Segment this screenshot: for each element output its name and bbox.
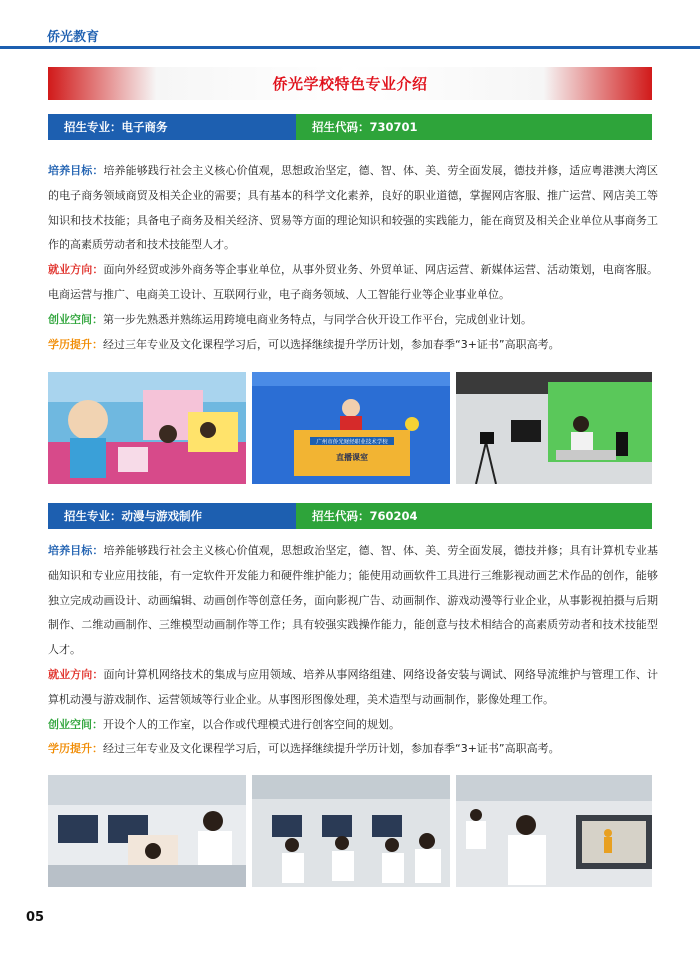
section1-goal-text: 培养能够践行社会主义核心价值观，思想政治坚定，德、智、体、美、劳全面发展，德技并修，适应粤港澳大湾区的电子商务领域商贸及相关企业的需要；具有基本的科学文化素养，良好的职业道德，掌握网店客服、推广运营、网店美工等知识和技术技能；具备电子商务及相关经济、贸易等方面的理论知识和较强的实践能力，能在商贸及相关企业单位从事商务工作的高素质劳动者和技术技能型人才。 (48, 164, 659, 252)
section2-major-label: 招生专业：动漫与游戏制作 (48, 503, 296, 529)
section2-career-text: 面向计算机网络技术的集成与应用领域、培养从事网络组建、网络设备安装与调试、网络导流维护与管理工作、计算机动漫与游戏制作、运营领域等行业企业。从事图形图像处理，美术造型与动画制作，影像处理工作。 (48, 667, 659, 706)
page-number: 05 (26, 910, 45, 925)
section2-edu (48, 737, 658, 762)
computer-lab-photo-2 (252, 775, 450, 887)
section1-career-label: 就业方向： (48, 263, 104, 277)
section1-header-bar (48, 114, 652, 140)
ecommerce-booth-photo (48, 372, 246, 484)
section1-career-text: 面向外经贸或涉外商务等企事业单位，从事外贸业务、外贸单证、网店运营、新媒体运营、活动策划，电商客服。电商运营与推广、电商美工设计、互联网行业，电子商务领域、人工智能行业等企业事业单位。 (48, 263, 659, 301)
section2-career (48, 663, 658, 713)
section1-career (48, 258, 658, 308)
section1-major-label: 招生专业：电子商务 (48, 114, 296, 140)
page-title: 侨光学校特色专业介绍 (272, 75, 428, 93)
section1-goal (48, 159, 658, 258)
section1-edu-label: 学历提升： (48, 337, 103, 351)
section1-edu-text: 经过三年专业及文化课程学习后，可以选择继续提升学历计划，参加春季“3+证书”高职高考。 (103, 337, 560, 351)
section1-startup-text: 第一步先熟悉并熟练运用跨境电商业务特点，与同学合伙开设工作平台，完成创业计划。 (103, 312, 532, 326)
desk-sign-line2: 直播课室 (336, 453, 368, 462)
section1-startup-label: 创业空间： (48, 312, 103, 326)
section2-description (48, 539, 658, 762)
section2-edu-text: 经过三年专业及文化课程学习后，可以选择继续提升学历计划，参加春季“3+证书”高职高考。 (103, 742, 560, 756)
section2-startup-text: 开设个人的工作室，以合作或代理模式进行创客空间的规划。 (103, 717, 400, 731)
section2-startup (48, 713, 658, 738)
section1-edu (48, 333, 658, 358)
desk-sign-line1: 广州市侨光财经职业技术学校 (316, 439, 388, 446)
section2-startup-label: 创业空间： (48, 717, 103, 731)
computer-lab-photo-1 (48, 775, 246, 887)
section2-goal-label: 培养目标： (48, 544, 104, 557)
section2-goal-text: 培养能够践行社会主义核心价值观，思想政治坚定，德、智、体、美、劳全面发展，德技并修；具有计算机专业基础知识和专业应用技能，有一定软件开发能力和硬件维护能力；能使用动画软件工具进行三维影视动画艺术作品的创作，能够独立完成动画设计、动画编辑、动画创作等创意任务，面向影视广告、动画制作、游戏动漫等行业企业，从事影视拍摄与后期制作、二维动画制作、三维模型动画制作等工作；具有较强实践操作能力，能创意与技术相结合的高素质劳动者和技术技能型人才。 (48, 544, 659, 657)
computer-lab-photo-3 (456, 775, 652, 887)
brand-name: 侨光教育 (47, 30, 100, 45)
live-classroom-photo (252, 372, 450, 484)
green-screen-studio-photo (456, 372, 652, 484)
section2-edu-label: 学历提升： (48, 742, 103, 756)
section2-goal (48, 539, 658, 663)
page-title-banner (48, 67, 652, 100)
section2-career-label: 就业方向： (48, 667, 104, 681)
section1-description (48, 159, 658, 357)
section1-startup (48, 308, 658, 333)
section1-code-label: 招生代码：730701 (296, 114, 652, 140)
section2-code-label: 招生代码：760204 (296, 503, 652, 529)
header-rule (0, 46, 700, 49)
section1-goal-label: 培养目标： (48, 164, 104, 177)
section2-header-bar (48, 503, 652, 529)
